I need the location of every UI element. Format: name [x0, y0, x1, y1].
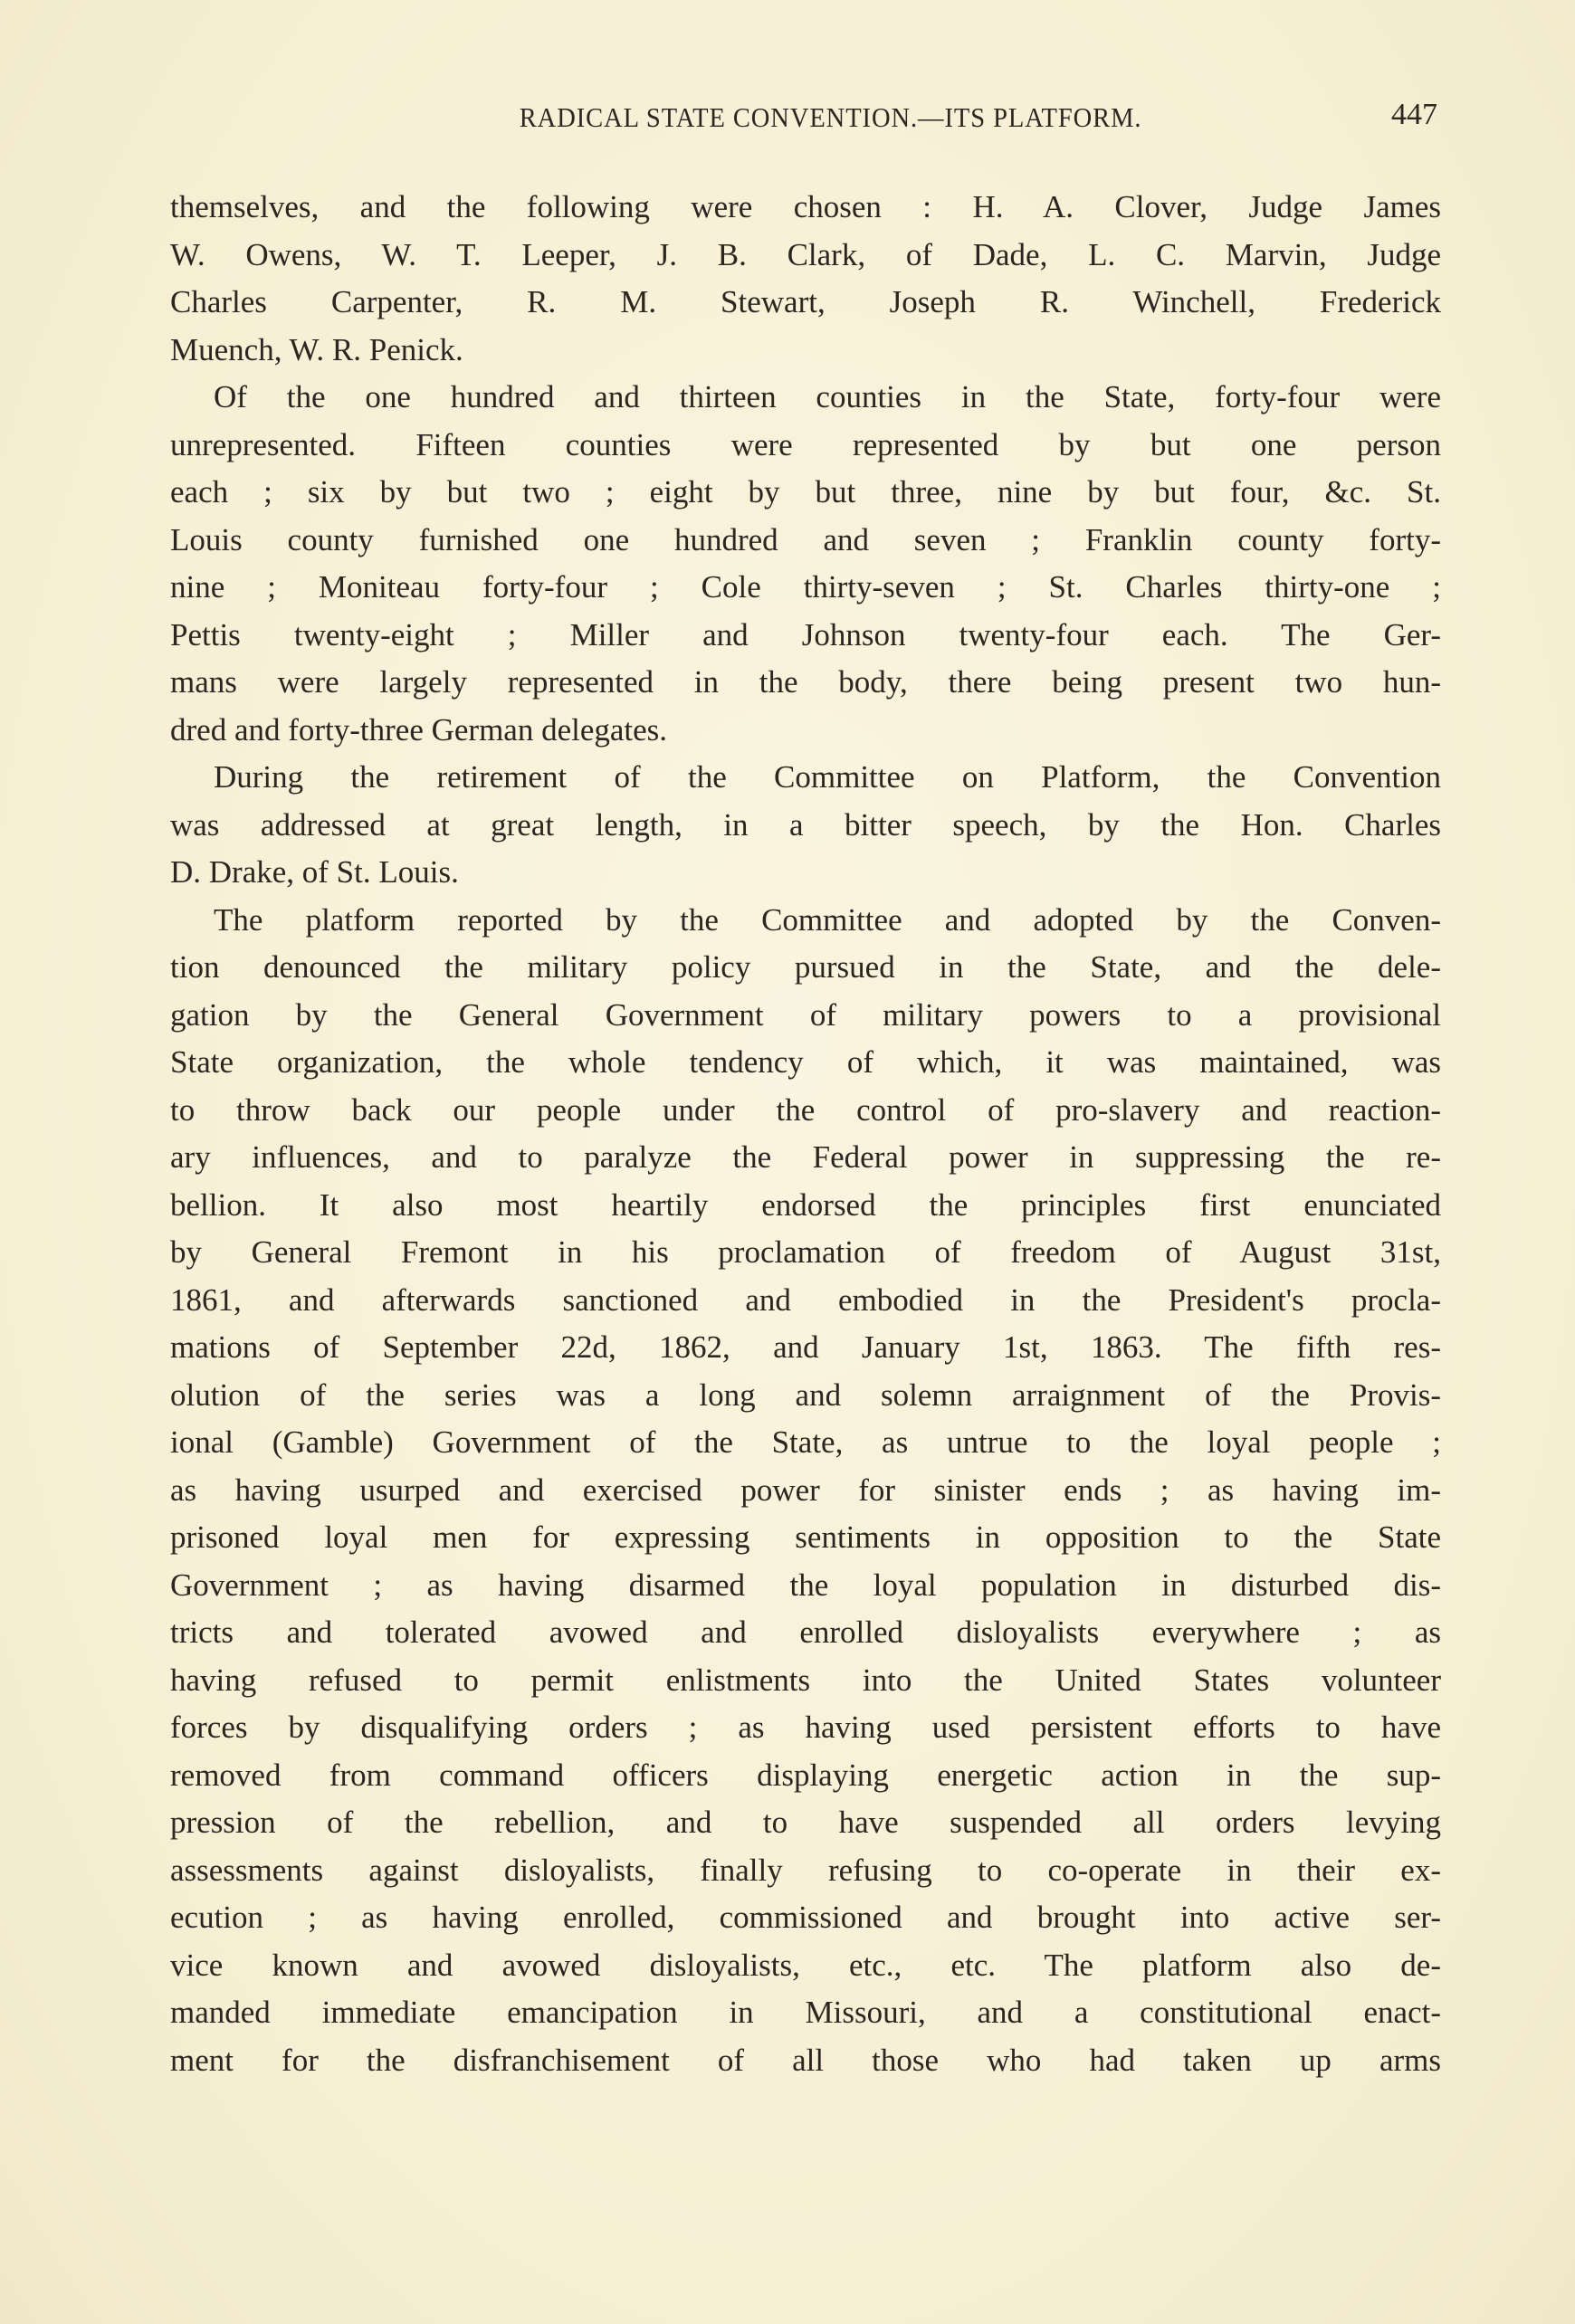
text-line: During the retirement of the Committee on Platform, the Convention: [214, 759, 1441, 795]
text-line: tricts and tolerated avowed and enrolled disloyalists everywhere ; as: [170, 1614, 1441, 1650]
text-line: ary influences, and to paralyze the Federal power in suppressing the re-: [170, 1139, 1441, 1175]
text-line: having refused to permit enlistments into the United States volunteer: [170, 1662, 1441, 1698]
text-line: mans were largely represented in the body, there being present two hun-: [170, 664, 1441, 700]
text-line: Louis county furnished one hundred and seven ; Franklin county forty-: [170, 521, 1441, 557]
running-title: RADICAL STATE CONVENTION.—ITS PLATFORM.: [519, 101, 1142, 133]
paragraph: [170, 184, 1441, 374]
text-line: to throw back our people under the control of pro-slavery and reaction-: [170, 1091, 1441, 1128]
text-line: Of the one hundred and thirteen counties in the State, forty-four were: [214, 379, 1441, 414]
page-body: [170, 184, 1441, 2084]
text-line: dred and forty-three German delegates.: [170, 711, 668, 748]
text-line: pression of the rebellion, and to have suspended all orders levying: [170, 1805, 1441, 1840]
text-line: manded immediate emancipation in Missouri, and a constitutional enact-: [170, 1995, 1441, 2030]
text-line: Charles Carpenter, R. M. Stewart, Joseph R. Winchell, Frederick: [170, 284, 1441, 319]
text-line: olution of the series was a long and solemn arraignment of the Provis-: [170, 1376, 1441, 1413]
text-line: forces by disqualifying orders ; as having used persistent efforts to have: [170, 1710, 1441, 1745]
text-line: Government ; as having disarmed the loyal population in disturbed dis-: [170, 1567, 1441, 1603]
text-line: ional (Gamble) Government of the State, as untrue to the loyal people ;: [170, 1424, 1441, 1460]
text-line: prisoned loyal men for expressing sentiments in opposition to the State: [170, 1519, 1441, 1555]
text-line: ecution ; as having enrolled, commissioned and brought into active ser-: [170, 1900, 1441, 1935]
text-line: vice known and avowed disloyalists, etc., etc. The platform also de-: [170, 1947, 1441, 1983]
text-line: The platform reported by the Committee and adopted by the Conven-: [214, 901, 1441, 938]
text-line: removed from command officers displaying energetic action in the sup-: [170, 1757, 1441, 1793]
text-line: D. Drake, of St. Louis.: [170, 854, 459, 890]
text-line: Pettis twenty-eight ; Miller and Johnson twenty-four each. The Ger-: [170, 616, 1441, 652]
text-line: each ; six by but two ; eight by but three, nine by but four, &c. St.: [170, 474, 1441, 510]
text-line: was addressed at great length, in a bitter speech, by the Hon. Charles: [170, 806, 1441, 843]
text-line: tion denounced the military policy pursued in the State, and the dele-: [170, 949, 1441, 985]
page-number: 447: [1391, 98, 1437, 131]
text-line: as having usurped and exercised power for sinister ends ; as having im-: [170, 1472, 1441, 1508]
text-line: assessments against disloyalists, finally refusing to co-operate in their ex-: [170, 1852, 1441, 1888]
paragraph: [170, 897, 1441, 2085]
text-line: State organization, the whole tendency of which, it was maintained, was: [170, 1044, 1441, 1080]
text-line: by General Fremont in his proclamation of freedom of August 31st,: [170, 1234, 1441, 1270]
text-line: mations of September 22d, 1862, and January 1st, 1863. The fifth res-: [170, 1329, 1441, 1365]
text-line: Muench, W. R. Penick.: [170, 331, 463, 367]
text-line: W. Owens, W. T. Leeper, J. B. Clark, of Dade, L. C. Marvin, Judge: [170, 236, 1441, 272]
page-header: [170, 98, 1441, 141]
text-line: gation by the General Government of military powers to a provisional: [170, 996, 1441, 1033]
text-line: unrepresented. Fifteen counties were represented by but one person: [170, 426, 1441, 462]
paragraph: [170, 754, 1441, 897]
text-line: themselves, and the following were chosen : H. A. Clover, Judge James: [170, 189, 1441, 224]
text-line: nine ; Moniteau forty-four ; Cole thirty-seven ; St. Charles thirty-one ;: [170, 569, 1441, 605]
paragraph: [170, 374, 1441, 754]
text-line: bellion. It also most heartily endorsed the principles first enunciated: [170, 1186, 1441, 1223]
text-line: 1861, and afterwards sanctioned and embodied in the President's procla-: [170, 1281, 1441, 1318]
text-line: ment for the disfranchisement of all those who had taken up arms: [170, 2042, 1441, 2078]
